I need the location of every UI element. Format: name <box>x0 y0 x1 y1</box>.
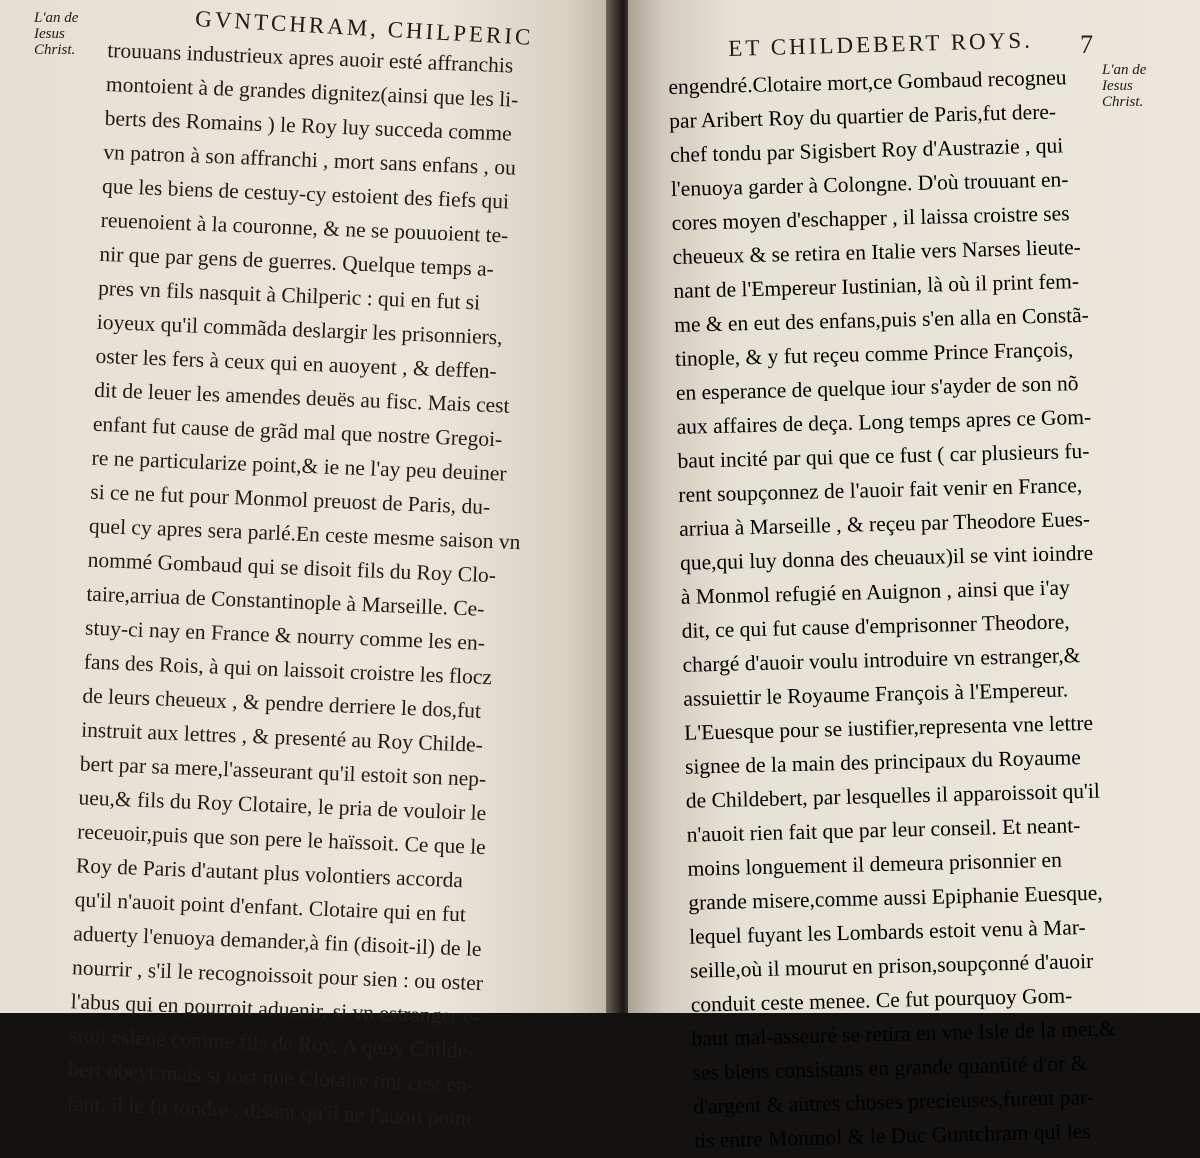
text-line: ueu,& fils du Roy Clotaire, le pria de vouloir le <box>78 785 487 826</box>
text-line: enfant fut cause de grãd mal que nostre Gregoi- <box>92 411 503 452</box>
text-line: berts des Romains ) le Roy luy succeda comme <box>104 105 513 146</box>
text-line: trouuans industrieux apres auoir esté affranchis <box>106 37 514 78</box>
text-line: moins longuement il demeura prisonnier en <box>687 847 1063 881</box>
text-line: nourrir , s'il le recognoissoit pour sien : ou oster <box>71 955 484 996</box>
text-line: bert obeyt:mais si tost que Clotaire tint cest en- <box>67 1057 475 1097</box>
right-running-head: ET CHILDEBERT ROYS. <box>728 27 1034 61</box>
margin-note-line: L'an de <box>34 10 79 26</box>
text-line: instruit aux lettres , & presenté au Roy Childe- <box>80 717 484 757</box>
margin-note-line: Christ. <box>1102 94 1144 110</box>
text-line: re ne particularize point,& ie ne l'ay peu deuiner <box>91 445 508 486</box>
text-line: reuenoient à la couronne, & ne se pouuoient te- <box>100 207 509 248</box>
text-line: de Childebert, par lesquelles il apparoissoit qu'il <box>685 778 1101 813</box>
margin-note-line: Christ. <box>34 42 76 58</box>
text-line: Roy de Paris d'autant plus volontiers accorda <box>75 853 464 893</box>
text-line: seille,où il mourut en prison,soupçonné d'auoir <box>689 948 1094 983</box>
text-line: bert par sa mere,l'asseurant qu'il estoit son nep- <box>79 751 487 792</box>
text-line: à Monmol refugié en Auignon , ainsi que i'ay <box>680 575 1071 609</box>
right-margin-note <box>1102 62 1146 110</box>
text-line: nommé Gombaud qui se disoit fils du Roy Clo- <box>87 547 497 588</box>
text-line: que les biens de cestuy-cy estoient des fiefs qui <box>101 173 510 214</box>
text-line: fans des Rois, à qui on laissoit croistre les flocz <box>83 649 493 690</box>
left-page-text <box>66 33 539 1137</box>
text-line: aduerty l'enuoya demander,à fin (disoit-il) de le <box>72 921 482 962</box>
text-line: ioyeux qu'il commãda deslargir les prisonniers, <box>96 309 503 350</box>
text-line: ses biens consistans en grande quantité d'or & <box>692 1051 1088 1085</box>
margin-note-line: L'an de <box>1102 62 1147 78</box>
text-line: que,qui luy donna des cheuaux)il se vint ioindre <box>679 540 1094 575</box>
text-line: n'auoit rien fait que par leur conseil. Et neant- <box>686 813 1081 847</box>
text-line: en esperance de quelque iour s'ayder de son nõ <box>675 371 1079 405</box>
text-line: par Aribert Roy du quartier de Paris,fut dere- <box>668 99 1057 133</box>
text-line: oster les fers à ceux qui en auoyent , & deffen- <box>95 343 498 384</box>
text-line: conduit ceste menee. Ce fut pourquoy Gom- <box>690 983 1073 1017</box>
text-line: tis entre Monmol & le Duc Guntchram qui les <box>693 1118 1091 1153</box>
text-line: l'enuoya garder à Colongne. D'où trouuant en- <box>670 167 1069 201</box>
text-line: arriua à Marseille , & reçeu par Theodore Eues- <box>678 506 1091 541</box>
left-margin-note <box>34 10 78 58</box>
text-line: pres vn fils nasquit à Chilperic : qui en fut si <box>97 275 481 315</box>
text-line: fant, il le fit tondre , disant qu'il ne l'auoit point <box>66 1091 473 1131</box>
text-line: taire,arriua de Constantinople à Marseille. Ce- <box>86 581 485 621</box>
text-line: cheueux & se retira en Italie vers Narses lieute- <box>672 234 1082 269</box>
text-line: L'Euesque pour se iustifier,representa vne lettre <box>683 710 1094 745</box>
text-line: si ce ne fut pour Monmol preuost de Paris, du- <box>89 479 491 520</box>
text-line: nir que par gens de guerres. Quelque temps a- <box>99 241 495 281</box>
page-number: 7 <box>1080 30 1093 59</box>
text-line: d'argent & autres choses precieuses,furent par- <box>693 1084 1095 1119</box>
text-line: signee de la main des principaux du Royaume <box>684 745 1082 779</box>
text-line: dit, ce qui fut cause d'emprisonner Theodore, <box>681 609 1070 643</box>
left-running-head: GVNTCHRAM, CHILPERIC <box>194 6 535 50</box>
text-line: lequel fuyant les Lombards estoit venu à Mar- <box>688 915 1086 949</box>
text-line: receuoir,puis que son pere le haïssoit. Ce que le <box>76 819 487 860</box>
text-line: vn patron à son affranchi , mort sans enfans , ou <box>102 139 517 180</box>
text-line: assuiettir le Royaume François à l'Empereur. <box>683 677 1069 711</box>
text-line: de leurs cheueux , & pendre derriere le dos,fut <box>82 683 482 723</box>
text-line: quel cy apres sera parlé.En ceste mesme saison vn <box>88 513 521 555</box>
text-line: baut incité par qui que ce fust ( car plusieurs fu- <box>677 438 1090 473</box>
text-line: chef tondu par Sigisbert Roy d'Austrazie , qui <box>669 133 1064 167</box>
text-line: engendré.Clotaire mort,ce Gombaud recogneu <box>668 65 1067 99</box>
text-line: montoient à de grandes dignitez(ainsi que les li- <box>105 71 519 112</box>
text-line: stoit esleué comme fils de Roy. A quoy Childe- <box>69 1023 475 1063</box>
text-line: tinople, & y fut reçeu comme Prince François, <box>674 337 1074 371</box>
text-line: rent soupçonnez de l'auoir fait venir en France, <box>678 473 1083 507</box>
text-line: me & en eut des enfans,puis s'en alla en Constã- <box>673 302 1090 337</box>
margin-note-line: Iesus <box>1102 78 1133 94</box>
text-line: grande misere,comme aussi Epiphanie Euesque, <box>688 880 1103 915</box>
text-line: nant de l'Empereur Iustinian, là où il print fem- <box>673 269 1080 303</box>
text-line: l'abus qui en pourroit aduenir, si vn estranger e- <box>70 989 481 1030</box>
text-line: qu'il n'auoit point d'enfant. Clotaire qui en fut <box>74 887 467 927</box>
text-line: cores moyen d'eschapper , il laissa croistre ses <box>671 201 1070 235</box>
text-line: chargé d'auoir voulu introduire vn estranger,& <box>682 643 1081 677</box>
text-line: baut mal-asseuré se retira en vne Isle de la mer,& <box>691 1016 1117 1051</box>
text-line: dit de leuer les amendes deuës au fisc. Mais cest <box>93 377 510 418</box>
right-page-text <box>668 60 1119 1158</box>
text-line: stuy-ci nay en France & nourry comme les en- <box>84 615 486 655</box>
text-line: aux affaires de deça. Long temps apres ce Gom- <box>676 404 1092 439</box>
margin-note-line: Iesus <box>34 26 65 42</box>
